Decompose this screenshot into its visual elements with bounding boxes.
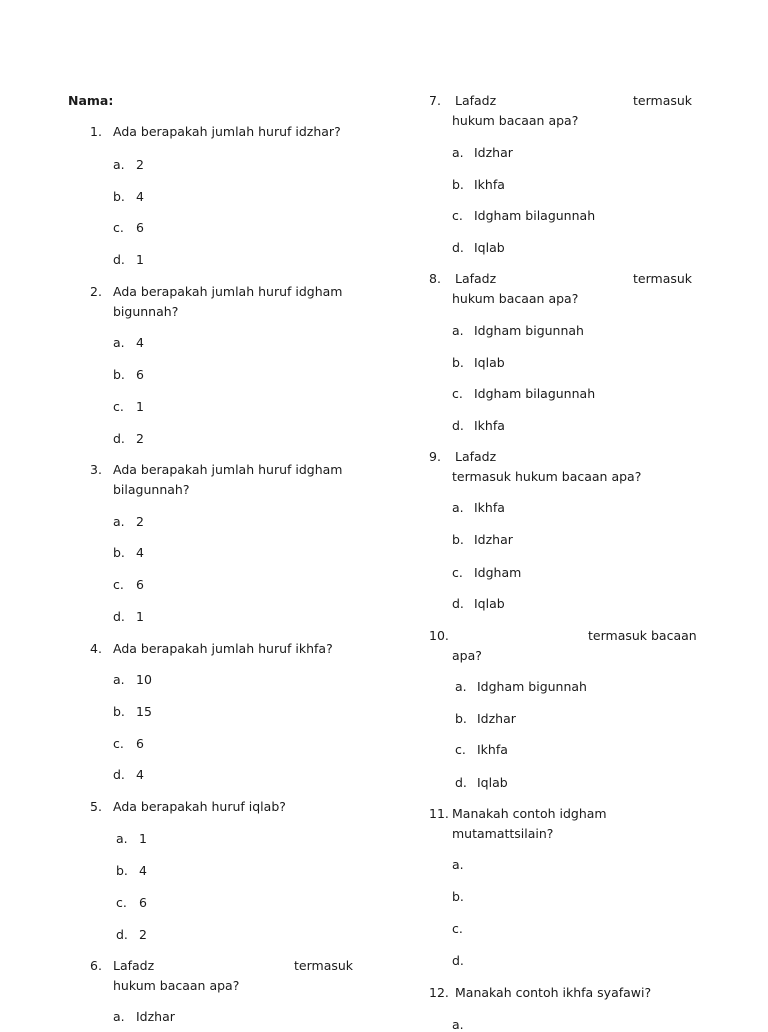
option-letter: a.	[113, 672, 125, 687]
question-text: Ada berapakah jumlah huruf idzhar?	[113, 124, 341, 139]
option-letter: b.	[113, 704, 125, 719]
question-number: 2.	[90, 284, 102, 299]
option-letter: a.	[452, 500, 464, 515]
option-text: Idgham bigunnah	[477, 679, 587, 694]
option-letter: a.	[113, 514, 125, 529]
question-number: 7.	[429, 93, 441, 108]
question-text: hukum bacaan apa?	[452, 113, 579, 128]
option-letter: a.	[113, 1009, 125, 1024]
option-letter: a.	[113, 157, 125, 172]
option-letter: d.	[455, 775, 467, 790]
option-text: Iqlab	[474, 355, 505, 370]
option-letter: a.	[452, 145, 464, 160]
option-letter: c.	[452, 921, 463, 936]
question-text: termasuk	[633, 93, 693, 108]
question-text: hukum bacaan apa?	[452, 291, 579, 306]
option-text: 6	[136, 367, 144, 382]
option-letter: c.	[455, 742, 466, 757]
option-text: 1	[136, 399, 144, 414]
option-text: Idzhar	[474, 532, 513, 547]
question-number: 12.	[429, 985, 449, 1000]
question-text: Lafadz	[455, 271, 497, 286]
option-letter: d.	[113, 767, 125, 782]
name-label: Nama:	[68, 93, 114, 108]
option-letter: a.	[113, 335, 125, 350]
question-text: Ada berapakah jumlah huruf idgham	[113, 462, 343, 477]
question-text: apa?	[452, 648, 482, 663]
question-text: mutamattsilain?	[452, 826, 554, 841]
option-text: 2	[136, 431, 144, 446]
question-number: 3.	[90, 462, 102, 477]
option-letter: b.	[113, 367, 125, 382]
option-letter: d.	[113, 252, 125, 267]
option-text: Idgham bilagunnah	[474, 208, 596, 223]
option-text: 6	[136, 220, 144, 235]
option-letter: d.	[452, 953, 464, 968]
option-text: 2	[136, 157, 144, 172]
question-text: Lafadz	[455, 449, 497, 464]
question-number: 10.	[429, 628, 449, 643]
option-text: 1	[136, 252, 144, 267]
option-letter: c.	[113, 220, 124, 235]
option-letter: a.	[452, 857, 464, 872]
option-text: 4	[139, 863, 147, 878]
option-text: 1	[139, 831, 147, 846]
option-text: Idgham	[474, 565, 522, 580]
option-letter: b.	[113, 189, 125, 204]
option-text: Iqlab	[474, 240, 505, 255]
option-letter: b.	[452, 532, 464, 547]
option-text: Iqlab	[474, 596, 505, 611]
option-text: Ikhfa	[474, 177, 505, 192]
question-text: bigunnah?	[113, 304, 179, 319]
option-text: 1	[136, 609, 144, 624]
option-letter: a.	[452, 323, 464, 338]
question-number: 6.	[90, 958, 102, 973]
option-letter: b.	[452, 177, 464, 192]
option-text: 6	[139, 895, 147, 910]
option-text: 4	[136, 767, 144, 782]
option-text: Idgham bigunnah	[474, 323, 584, 338]
option-letter: d.	[452, 240, 464, 255]
option-letter: a.	[116, 831, 128, 846]
option-letter: c.	[452, 565, 463, 580]
option-text: Idzhar	[477, 711, 516, 726]
option-text: 4	[136, 335, 144, 350]
option-text: Ikhfa	[477, 742, 508, 757]
option-text: 4	[136, 189, 144, 204]
question-number: 4.	[90, 641, 102, 656]
question-text: Manakah contoh idgham	[452, 806, 607, 821]
option-text: 4	[136, 545, 144, 560]
question-text: termasuk	[294, 958, 354, 973]
question-text: termasuk	[633, 271, 693, 286]
option-text: 6	[136, 736, 144, 751]
question-text: termasuk hukum bacaan apa?	[452, 469, 642, 484]
question-text: Lafadz	[455, 93, 497, 108]
question-text: hukum bacaan apa?	[113, 978, 240, 993]
option-letter: c.	[452, 386, 463, 401]
question-number: 8.	[429, 271, 441, 286]
question-number: 5.	[90, 799, 102, 814]
option-text: Idzhar	[136, 1009, 175, 1024]
option-text: Idgham bilagunnah	[474, 386, 596, 401]
question-text: bilagunnah?	[113, 482, 190, 497]
question-text: termasuk bacaan	[588, 628, 697, 643]
option-letter: b.	[113, 545, 125, 560]
question-text: Ada berapakah jumlah huruf ikhfa?	[113, 641, 333, 656]
option-text: Idzhar	[474, 145, 513, 160]
option-text: Iqlab	[477, 775, 508, 790]
question-number: 1.	[90, 124, 102, 139]
option-text: 2	[136, 514, 144, 529]
option-letter: b.	[452, 889, 464, 904]
option-letter: d.	[116, 927, 128, 942]
option-text: Ikhfa	[474, 500, 505, 515]
option-text: 2	[139, 927, 147, 942]
option-letter: c.	[452, 208, 463, 223]
question-text: Ada berapakah jumlah huruf idgham	[113, 284, 343, 299]
question-text: Ada berapakah huruf iqlab?	[113, 799, 286, 814]
option-letter: d.	[113, 431, 125, 446]
option-text: Ikhfa	[474, 418, 505, 433]
option-text: 15	[136, 704, 152, 719]
question-number: 11.	[429, 806, 449, 821]
question-text: Manakah contoh ikhfa syafawi?	[455, 985, 652, 1000]
option-letter: a.	[455, 679, 467, 694]
option-letter: d.	[452, 418, 464, 433]
option-letter: c.	[113, 399, 124, 414]
option-letter: b.	[455, 711, 467, 726]
option-letter: b.	[116, 863, 128, 878]
option-letter: d.	[113, 609, 125, 624]
option-letter: a.	[452, 1017, 464, 1032]
option-letter: c.	[116, 895, 127, 910]
option-letter: b.	[452, 355, 464, 370]
option-letter: c.	[113, 577, 124, 592]
option-letter: c.	[113, 736, 124, 751]
option-text: 10	[136, 672, 152, 687]
option-text: 6	[136, 577, 144, 592]
question-number: 9.	[429, 449, 441, 464]
question-text: Lafadz	[113, 958, 155, 973]
option-letter: d.	[452, 596, 464, 611]
